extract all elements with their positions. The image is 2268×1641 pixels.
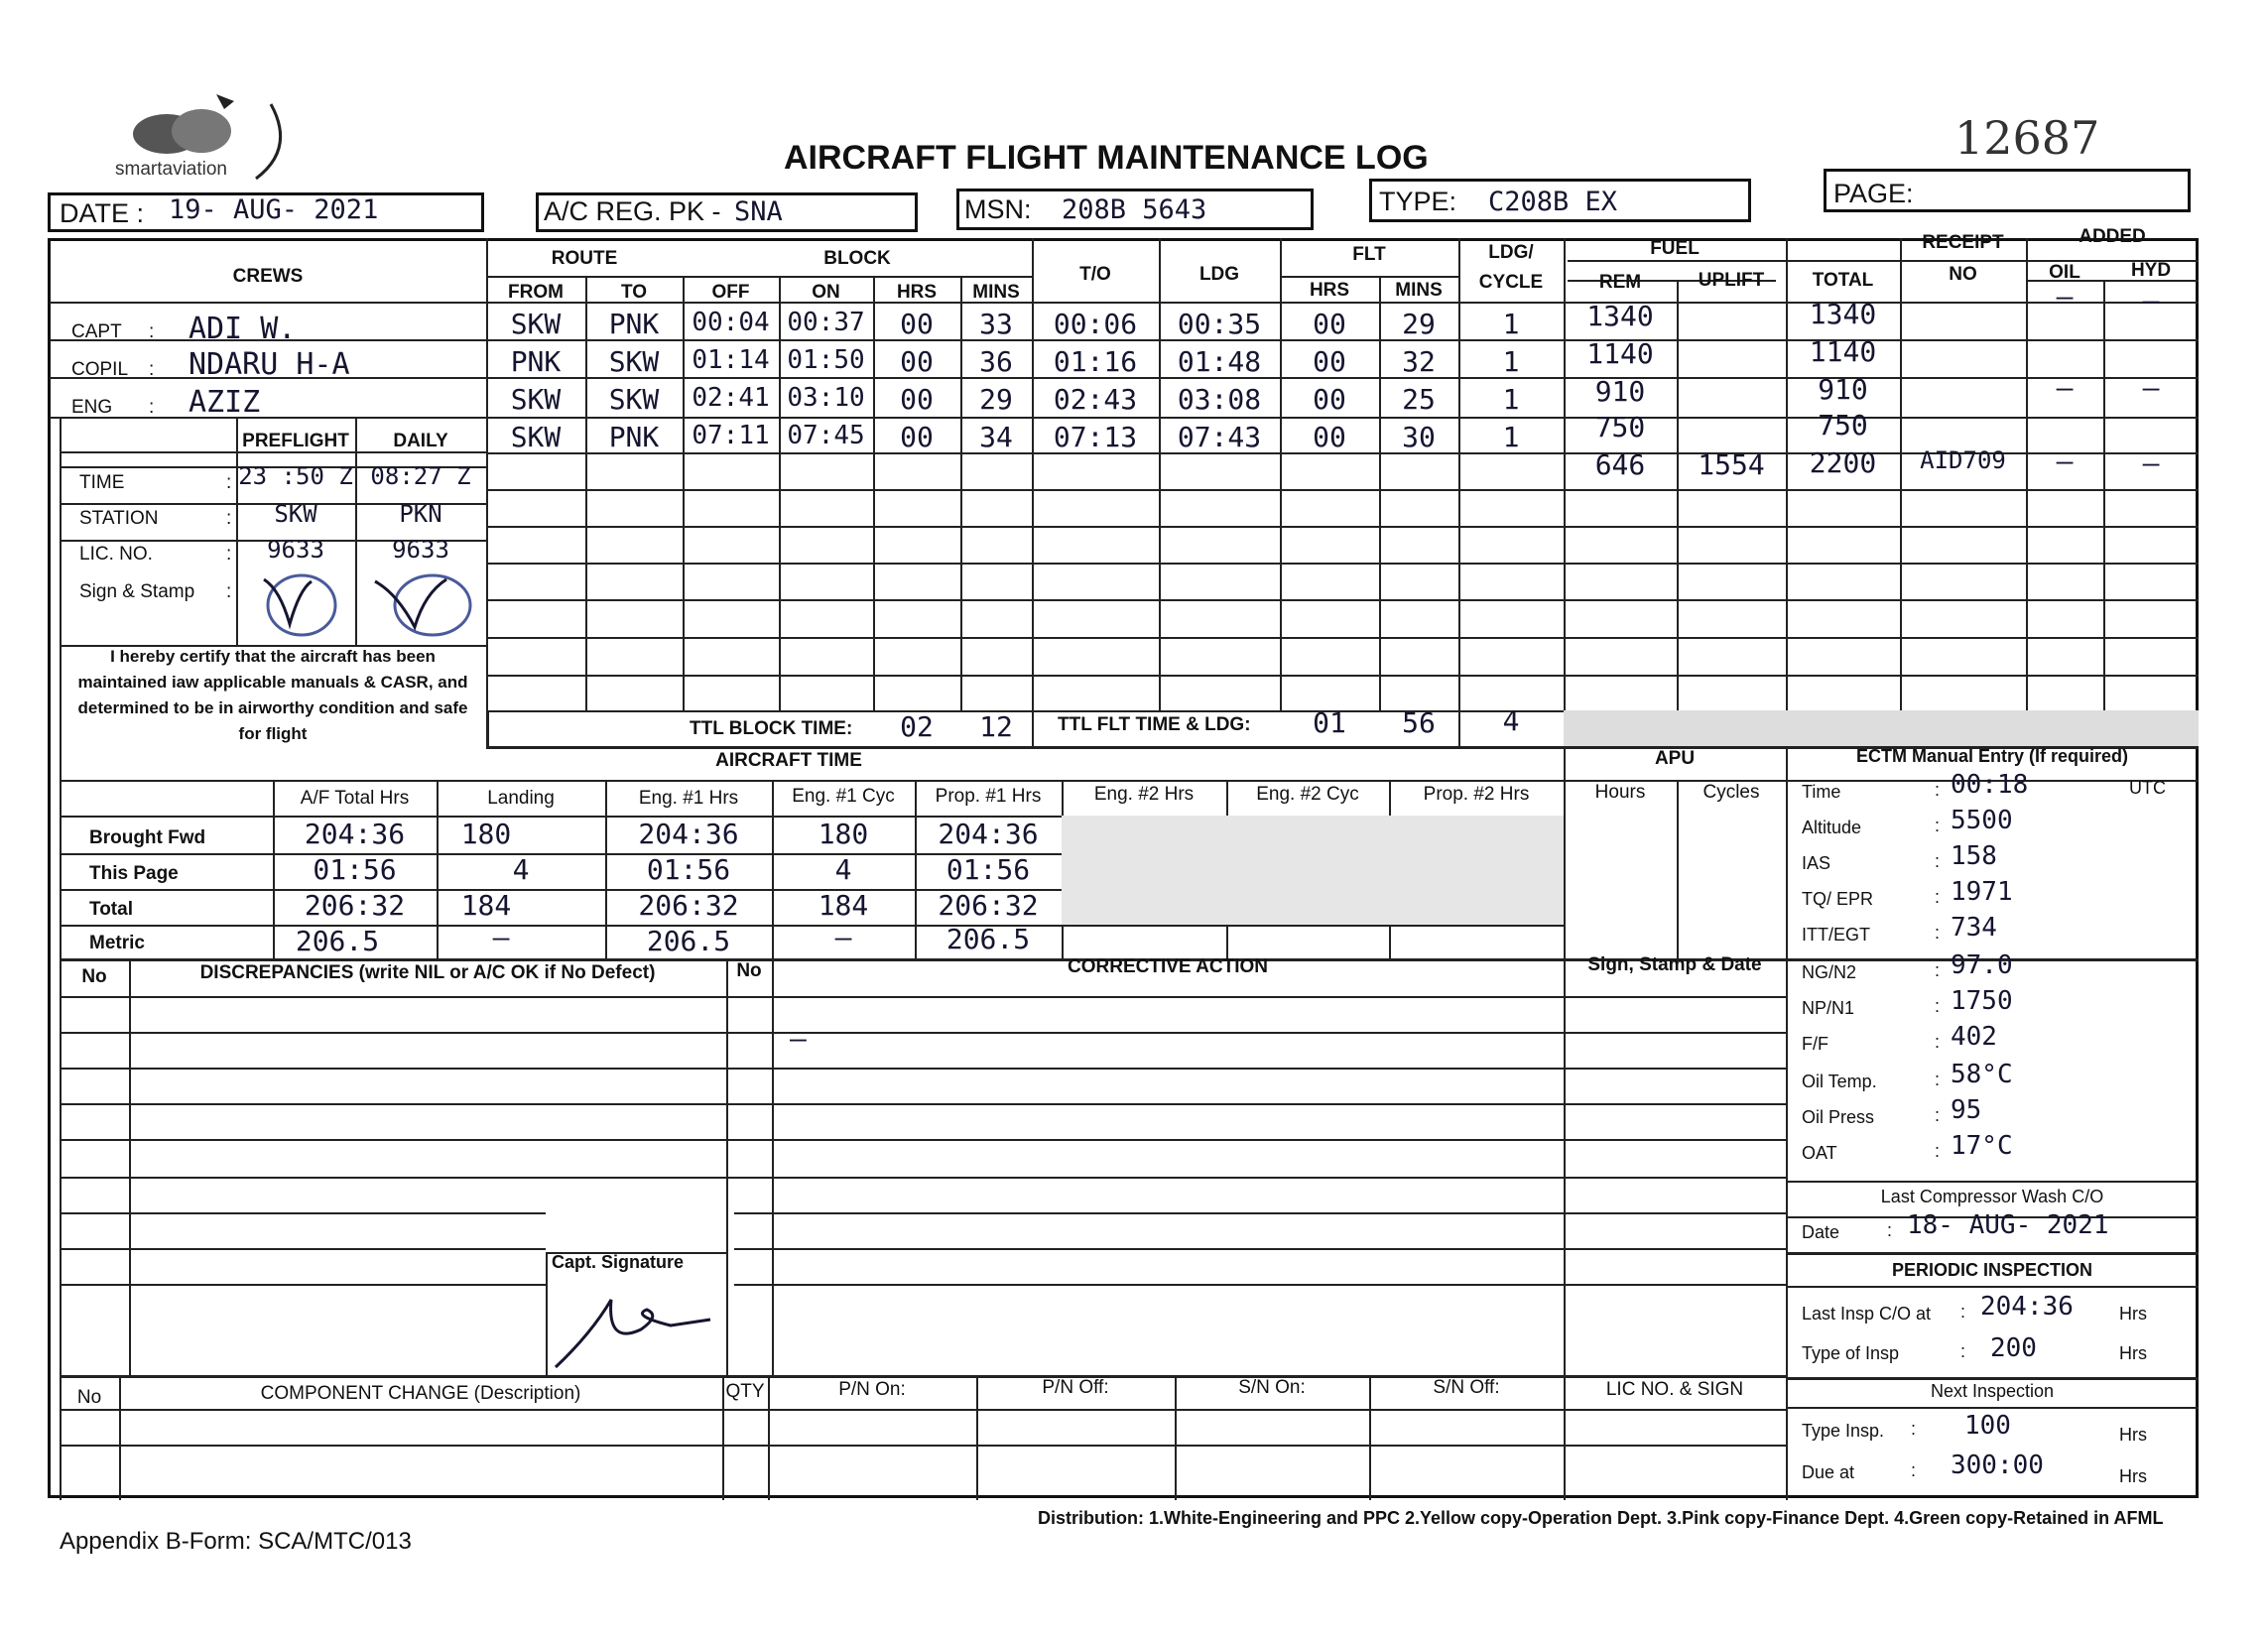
preflight-stamp-icon [250,569,345,641]
due-at-colon: : [1911,1460,1917,1480]
type-insp-label: Type of Insp [1802,1343,1900,1363]
flight-3-from[interactable]: SKW [510,383,562,416]
flight-4-to[interactable]: PNK [608,421,660,453]
flight-1-landing[interactable]: 00:35 [1177,308,1262,340]
flight-2-off[interactable]: 01:14 [692,345,770,375]
fuel-1-hyd[interactable]: — [2142,284,2160,316]
fuel-4-rem[interactable]: 750 [1594,411,1646,443]
flight-3-cycle[interactable]: 1 [1502,383,1520,416]
ttl-flt-hrs[interactable]: 01 [1313,706,1346,739]
crew-name-capt[interactable]: ADI W. [189,312,297,346]
crew-name-copil[interactable]: NDARU H-A [189,347,350,382]
preflight-lic[interactable]: 9633 [267,536,324,564]
form-number: Appendix B-Form: SCA/MTC/013 [60,1528,412,1555]
ectm-np-label: NP/N1 [1802,998,1855,1018]
metric-prop1[interactable]: 206.5 [945,923,1031,955]
reg-value[interactable]: SNA [734,196,783,227]
ttl-flt-mins[interactable]: 56 [1402,706,1436,739]
comp-qty-header: QTY [725,1381,765,1402]
fuel-3-oil[interactable]: — [2056,371,2074,404]
total-eng1cyc[interactable]: 184 [818,889,869,922]
this-page-label: This Page [89,863,179,884]
daily-stamp-icon [367,569,476,641]
fuel-5-hyd[interactable]: — [2142,446,2160,479]
due-at-value[interactable]: 300:00 [1951,1451,2044,1480]
ectm-ng-label: NG/N2 [1802,962,1857,982]
crew-colon-capt: : [149,321,155,342]
last-insp-colon: : [1960,1302,1966,1322]
document-number: 12687 [1954,111,2100,165]
crew-role-eng: ENG [71,397,113,418]
from-header: FROM [508,282,564,303]
total-prop1[interactable]: 206:32 [938,889,1039,922]
flight-2-cycle[interactable]: 1 [1502,345,1520,378]
ectm-itt-label: ITT/EGT [1802,925,1870,945]
capt-signature-label: Capt. Signature [552,1252,685,1272]
metric-eng1hrs[interactable]: 206.5 [646,925,731,957]
eng1-hrs-header: Eng. #1 Hrs [638,788,739,809]
ectm-ff-value[interactable]: 402 [1951,1022,1997,1052]
ectm-ff-label: F/F [1802,1034,1828,1054]
ectm-altitude-value[interactable]: 5500 [1951,806,2013,835]
reg-label: A/C REG. PK - [544,196,721,226]
fuel-3-hyd[interactable]: — [2142,371,2160,404]
crew-sign-label: Sign & Stamp [79,581,195,602]
flight-2-landing[interactable]: 01:48 [1177,345,1262,378]
flight-3-landing[interactable]: 03:08 [1177,383,1262,416]
brought-fwd-label: Brought Fwd [89,827,206,848]
crew-station-label: STATION [79,508,159,529]
daily-time[interactable]: 08:27 Z [370,462,471,490]
fuel-5-oil[interactable]: — [2056,444,2074,477]
fuel-1-oil[interactable]: — [2056,280,2074,313]
this-page-prop1[interactable]: 01:56 [945,853,1031,886]
flight-3-takeoff[interactable]: 02:43 [1053,383,1138,416]
ectm-tq-colon: : [1935,887,1941,907]
ectm-time-unit: UTC [2129,778,2166,798]
comp-sn-on-header: S/N On: [1238,1377,1306,1398]
crew-station-colon: : [226,508,232,529]
ldg-cycle-header-2: CYCLE [1478,272,1544,293]
flight-4-off[interactable]: 07:11 [692,421,770,450]
ectm-itt-value[interactable]: 734 [1951,913,1997,943]
certify-line-4: for flight [238,724,308,743]
oil-header: OIL [2049,262,2080,283]
ttl-ldg[interactable]: 4 [1502,704,1520,737]
next-type-colon: : [1911,1419,1917,1439]
flight-4-mins[interactable]: 34 [979,421,1013,453]
crews-title: CREWS [232,266,304,287]
flight-2-mins[interactable]: 36 [979,345,1013,378]
totals-shaded-area [1564,710,2199,746]
flight-2-from[interactable]: PNK [510,345,562,378]
crew-colon-eng: : [149,397,155,418]
uplift-header: UPLIFT [1698,270,1765,291]
corrective-entry[interactable]: — [790,1022,807,1055]
comp-pn-on-header: P/N On: [838,1379,906,1400]
ectm-oilpress-label: Oil Press [1802,1107,1875,1127]
metric-landing[interactable]: — [492,921,510,953]
ectm-oat-colon: : [1935,1141,1941,1161]
prop1-hrs-header: Prop. #1 Hrs [935,786,1042,807]
certify-line-1: I hereby certify that the aircraft has been [110,647,436,666]
to-header: TO [620,282,648,303]
brought-fwd-eng1cyc[interactable]: 180 [818,818,869,850]
corrective-title: CORRECTIVE ACTION [1068,956,1268,977]
flight-1-off[interactable]: 00:04 [692,308,770,337]
ectm-ias-value[interactable]: 158 [1951,841,1997,871]
certify-line-3: determined to be in airworthy condition and safe [77,698,468,717]
fuel-5-receipt[interactable]: AID709 [1920,446,2006,474]
crew-lic-colon: : [226,544,232,565]
ectm-oiltemp-colon: : [1935,1070,1941,1089]
prop2-hrs-header: Prop. #2 Hrs [1423,784,1530,805]
fuel-2-total[interactable]: 1140 [1809,335,1877,368]
type-insp-unit: Hrs [2119,1343,2147,1363]
flight-2-on[interactable]: 01:50 [787,345,865,375]
comp-sn-off-header: S/N Off: [1433,1377,1500,1398]
type-insp-value[interactable]: 200 [1990,1333,2037,1363]
flight-4-landing[interactable]: 07:43 [1177,421,1262,453]
crew-role-capt: CAPT [71,321,122,342]
metric-label: Metric [89,933,145,953]
flight-1-hrs[interactable]: 00 [900,308,934,340]
ectm-oilpress-colon: : [1935,1105,1941,1125]
next-type-label: Type Insp. [1802,1421,1885,1441]
ectm-time-value[interactable]: 00:18 [1951,770,2029,800]
flight-4-cycle[interactable]: 1 [1502,421,1520,453]
ttl-flt-label: TTL FLT TIME & LDG: [1058,714,1251,735]
crew-name-eng[interactable]: AZIZ [189,385,261,420]
fuel-5-uplift[interactable]: 1554 [1698,448,1765,481]
flight-3-flt-hrs[interactable]: 00 [1313,383,1346,416]
disc-no-header: No [81,966,107,987]
to-time-header: T/O [1079,264,1111,285]
apu-cycles-header: Cycles [1702,782,1760,803]
flight-2-takeoff[interactable]: 01:16 [1053,345,1138,378]
flight-2-to[interactable]: SKW [608,345,660,378]
aircraft-time-shaded [1062,816,1564,925]
sign-stamp-date-header: Sign, Stamp & Date [1587,954,1762,975]
eng2-cyc-header: Eng. #2 Cyc [1256,784,1359,805]
flight-4-hrs[interactable]: 00 [900,421,934,453]
flt-header: FLT [1352,244,1386,265]
fuel-2-rem[interactable]: 1140 [1586,337,1654,370]
ectm-ias-colon: : [1935,851,1941,871]
ectm-oiltemp-label: Oil Temp. [1802,1072,1877,1091]
flight-4-takeoff[interactable]: 07:13 [1053,421,1138,453]
fuel-4-total[interactable]: 750 [1818,409,1868,442]
flight-4-on[interactable]: 07:45 [787,421,865,450]
flight-1-cycle[interactable]: 1 [1502,308,1520,340]
type-label: TYPE: [1379,187,1457,216]
ectm-ng-value[interactable]: 97.0 [1951,950,2013,980]
this-page-eng1cyc[interactable]: 4 [834,853,852,886]
metric-af[interactable]: 206.5 [295,925,380,957]
next-insp-title: Next Inspection [1930,1381,2055,1401]
flight-3-flt-mins[interactable]: 25 [1402,383,1436,416]
eng1-cyc-header: Eng. #1 Cyc [792,786,895,807]
crew-time-colon: : [226,472,232,493]
ectm-oat-value[interactable]: 17°C [1951,1131,2013,1161]
eng2-hrs-header: Eng. #2 Hrs [1093,784,1195,805]
added-header: ADDED [2079,226,2146,247]
flight-1-takeoff[interactable]: 00:06 [1053,308,1138,340]
brought-fwd-eng1hrs[interactable]: 204:36 [638,818,739,850]
preflight-time[interactable]: 23 :50 Z [238,462,353,490]
flight-1-flt-mins[interactable]: 29 [1402,308,1436,340]
aircraft-time-title: AIRCRAFT TIME [715,750,862,771]
flight-2-flt-hrs[interactable]: 00 [1313,345,1346,378]
landing-header: Landing [487,788,555,809]
ectm-oat-label: OAT [1802,1143,1837,1163]
hyd-header: HYD [2130,260,2172,281]
off-header: OFF [711,282,750,303]
flight-3-hrs[interactable]: 00 [900,383,934,416]
ectm-altitude-label: Altitude [1802,818,1862,837]
ectm-tq-value[interactable]: 1971 [1951,877,2013,907]
logo [107,79,306,189]
flight-1-from[interactable]: SKW [510,308,562,340]
ectm-time-label: Time [1802,782,1841,802]
last-insp-value[interactable]: 204:36 [1980,1292,2074,1322]
flight-2-hrs[interactable]: 00 [900,345,934,378]
date-value[interactable]: 19- AUG- 2021 [169,194,379,225]
comp-no-header: No [76,1387,102,1408]
captain-signature-icon [552,1286,720,1371]
flight-1-flt-hrs[interactable]: 00 [1313,308,1346,340]
msn-label: MSN: [964,194,1032,224]
brought-fwd-prop1[interactable]: 204:36 [938,818,1039,850]
compressor-date-colon: : [1887,1220,1893,1240]
flight-3-to[interactable]: SKW [608,383,660,416]
apu-title: APU [1654,748,1696,769]
ectm-altitude-colon: : [1935,816,1941,835]
route-header: ROUTE [551,248,618,269]
ttl-block-label: TTL BLOCK TIME: [690,718,853,739]
ttl-block-mins[interactable]: 12 [979,710,1013,743]
type-value[interactable]: C208B EX [1488,187,1618,217]
total-eng1hrs[interactable]: 206:32 [638,889,739,922]
apu-hours-header: Hours [1594,782,1646,803]
this-page-af[interactable]: 01:56 [313,853,397,886]
flight-3-off[interactable]: 02:41 [692,383,770,413]
flight-1-on[interactable]: 00:37 [787,308,865,337]
rem-header: REM [1598,272,1642,293]
due-at-unit: Hrs [2119,1466,2147,1486]
metric-eng1cyc[interactable]: — [834,921,852,953]
flight-1-mins[interactable]: 33 [979,308,1013,340]
ectm-title: ECTM Manual Entry (If required) [1855,746,2129,766]
this-page-eng1hrs[interactable]: 01:56 [646,853,731,886]
brought-fwd-af[interactable]: 204:36 [304,818,406,850]
fuel-3-total[interactable]: 910 [1818,373,1868,406]
mins-header: MINS [972,282,1020,303]
ldg-time-header: LDG [1198,264,1240,285]
flight-4-flt-mins[interactable]: 30 [1402,421,1436,453]
this-page-landing[interactable]: 4 [512,853,530,886]
receipt-header-1: RECEIPT [1922,232,2004,253]
preflight-station[interactable]: SKW [274,500,317,528]
date-label: DATE : [60,198,145,228]
periodic-title: PERIODIC INSPECTION [1891,1260,2093,1280]
fuel-header: FUEL [1650,238,1700,259]
type-insp-colon: : [1960,1341,1966,1361]
preflight-header: PREFLIGHT [242,431,349,451]
flight-1-to[interactable]: PNK [608,308,660,340]
brought-fwd-landing[interactable]: 180 [460,818,512,850]
crew-sign-colon: : [226,581,232,602]
ectm-ff-colon: : [1935,1032,1941,1052]
comp-pn-off-header: P/N Off: [1042,1377,1109,1398]
flight-3-mins[interactable]: 29 [979,383,1013,416]
ectm-ias-label: IAS [1802,853,1831,873]
compressor-date-value[interactable]: 18- AUG- 2021 [1907,1210,2109,1240]
ldg-cycle-header-1: LDG/ [1488,242,1534,263]
ectm-oiltemp-value[interactable]: 58°C [1951,1060,2013,1089]
fuel-1-total[interactable]: 1340 [1809,298,1877,330]
ttl-block-hrs[interactable]: 02 [900,710,934,743]
hrs-header: HRS [896,282,938,303]
crew-time-label: TIME [79,472,125,493]
flight-2-flt-mins[interactable]: 32 [1402,345,1436,378]
distribution-note: Distribution: 1.White-Engineering and PPC 2.Yellow copy-Operation Dept. 3.Pink copy-Finance Dept. 4.Green copy-Retained in AFML [1038,1508,2164,1528]
daily-lic[interactable]: 9633 [392,536,449,564]
daily-header: DAILY [393,431,448,451]
last-insp-label: Last Insp C/O at [1802,1304,1932,1324]
comp-title: COMPONENT CHANGE (Description) [260,1383,581,1404]
fuel-1-rem[interactable]: 1340 [1586,300,1654,332]
receipt-header-2: NO [1949,264,1977,285]
compressor-date-label: Date [1802,1222,1840,1242]
ectm-itt-colon: : [1935,923,1941,943]
total-header: TOTAL [1812,270,1874,291]
next-type-value[interactable]: 100 [1964,1411,2011,1441]
flight-4-flt-hrs[interactable]: 00 [1313,421,1346,453]
daily-station[interactable]: PKN [399,500,442,528]
ectm-ng-colon: : [1935,960,1941,980]
ectm-tq-label: TQ/ EPR [1802,889,1874,909]
logo-text: smartaviation [115,159,227,180]
corr-no-header: No [736,960,762,981]
due-at-label: Due at [1802,1462,1855,1482]
ectm-np-value[interactable]: 1750 [1951,986,2013,1016]
ectm-time-colon: : [1935,780,1941,800]
ectm-np-colon: : [1935,996,1941,1016]
fuel-5-rem[interactable]: 646 [1594,448,1646,481]
flight-4-from[interactable]: SKW [510,421,562,453]
msn-value[interactable]: 208B 5643 [1062,194,1207,225]
crew-colon-copil: : [149,359,155,380]
total-label: Total [89,899,133,920]
crew-role-copil: COPIL [71,359,129,380]
af-total-header: A/F Total Hrs [300,788,410,809]
certify-line-2: maintained iaw applicable manuals & CASR, and [77,673,468,692]
total-af[interactable]: 206:32 [304,889,406,922]
compressor-wash-label: Last Compressor Wash C/O [1880,1187,2104,1206]
flt-hrs-header: HRS [1309,280,1350,301]
crew-lic-label: LIC. NO. [79,544,153,565]
fuel-5-total[interactable]: 2200 [1809,446,1877,479]
flight-3-on[interactable]: 03:10 [787,383,865,413]
page-label: PAGE: [1833,179,1914,208]
ectm-oilpress-value[interactable]: 95 [1951,1095,1982,1125]
last-insp-unit: Hrs [2119,1304,2147,1324]
next-type-unit: Hrs [2119,1425,2147,1445]
page-title: AIRCRAFT FLIGHT MAINTENANCE LOG [784,139,1429,177]
total-landing[interactable]: 184 [460,889,512,922]
on-header: ON [812,282,840,303]
fuel-3-rem[interactable]: 910 [1594,375,1646,408]
comp-lic-header: LIC NO. & SIGN [1605,1379,1744,1400]
block-header: BLOCK [823,248,891,269]
flt-mins-header: MINS [1395,280,1443,301]
disc-title: DISCREPANCIES (write NIL or A/C OK if No Defect) [199,962,656,983]
